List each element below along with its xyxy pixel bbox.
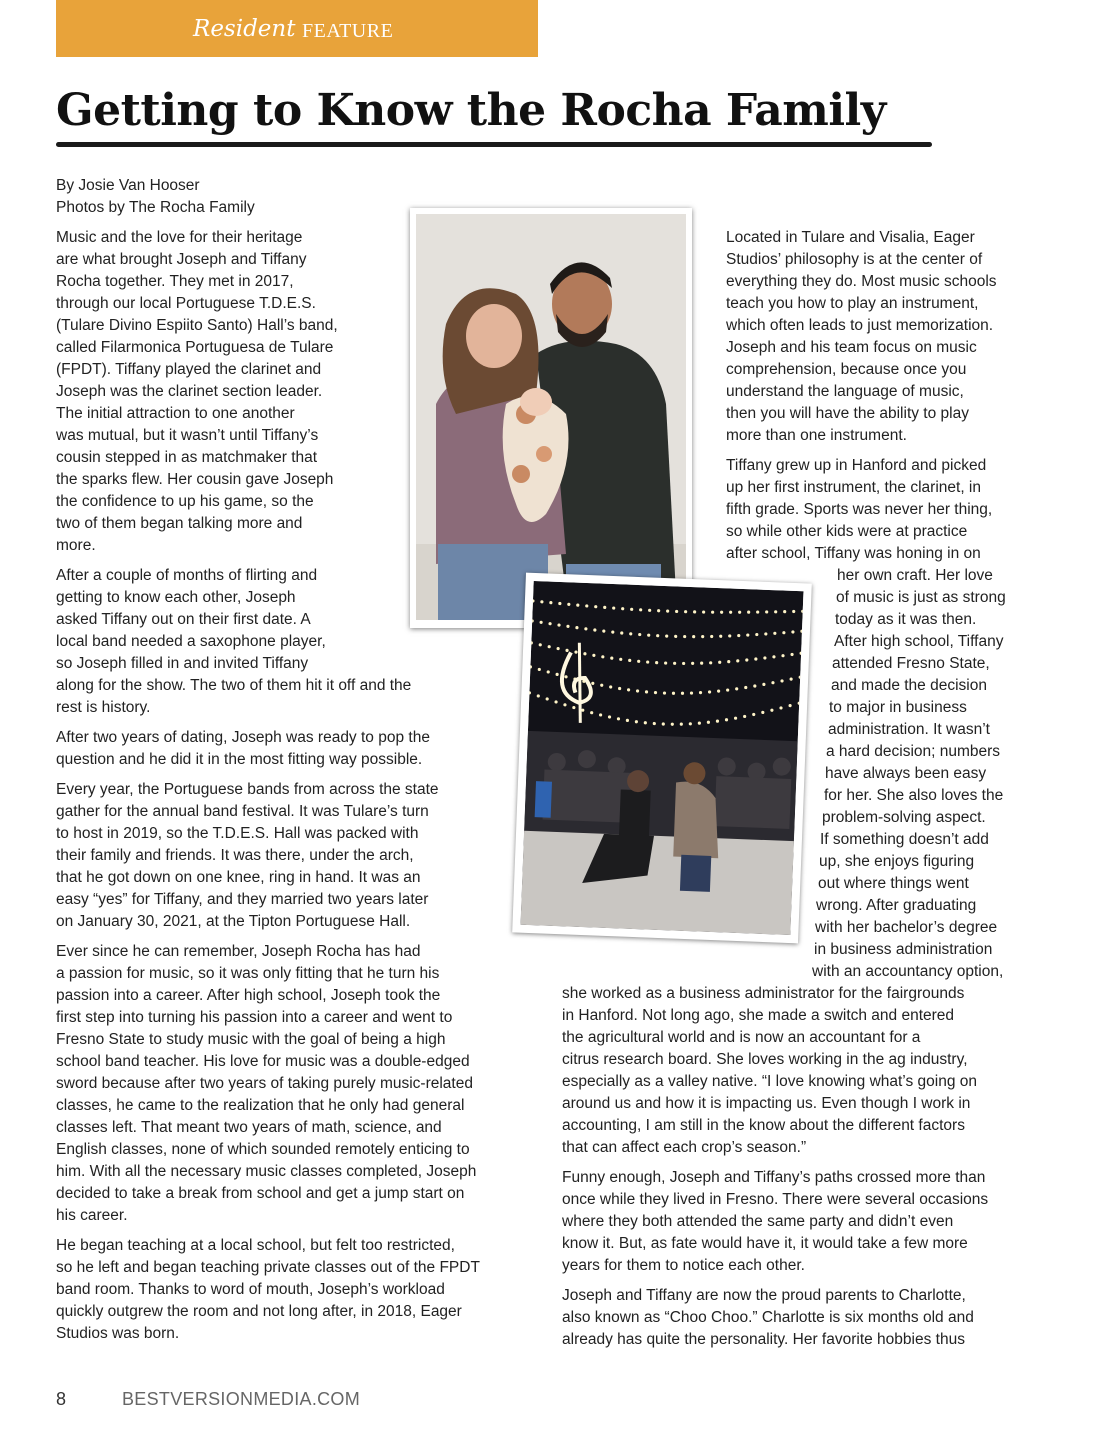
- banner-label: FEATURE: [302, 20, 394, 42]
- text-line: the sparks flew. Her cousin gave Joseph: [56, 471, 334, 488]
- text-line: the agricultural world and is now an accountant for a: [562, 1029, 921, 1046]
- byline-photos: Photos by The Rocha Family: [56, 199, 255, 216]
- text-line: rest is history.: [56, 699, 151, 716]
- proposal-image: [520, 581, 803, 935]
- text-line: more.: [56, 537, 96, 554]
- text-line: first step into turning his passion into a career and went to: [56, 1009, 453, 1026]
- text-line: fifth grade. Sports was never her thing,: [726, 501, 993, 518]
- text-line: band room. Thanks to word of mouth, Joseph’s workload: [56, 1281, 445, 1298]
- text-line: He began teaching at a local school, but felt too restricted,: [56, 1237, 455, 1254]
- text-line: through our local Portuguese T.D.E.S.: [56, 295, 316, 312]
- text-line: she worked as a business administrator for the fairgrounds: [562, 985, 965, 1002]
- text-line: school band teacher. His love for music was a double-edged: [56, 1053, 470, 1070]
- text-line: question and he did it in the most fitting way possible.: [56, 751, 423, 768]
- text-line: Every year, the Portuguese bands from across the state: [56, 781, 439, 798]
- text-line: citrus research board. She loves working in the ag industry,: [562, 1051, 968, 1068]
- text-line: along for the show. The two of them hit it off and the: [56, 677, 412, 694]
- text-line: so Joseph filled in and invited Tiffany: [56, 655, 309, 672]
- proposal-photo: [512, 573, 812, 944]
- text-line: his career.: [56, 1207, 128, 1224]
- text-line: also known as “Choo Choo.” Charlotte is six months old and: [562, 1309, 974, 1326]
- text-line: and made the decision: [831, 677, 987, 694]
- text-line: everything they do. Most music schools: [726, 273, 997, 290]
- text-line: around us and how it is impacting us. Even though I work in: [562, 1095, 971, 1112]
- text-line: her own craft. Her love: [837, 567, 993, 584]
- text-line: him. With all the necessary music classes completed, Joseph: [56, 1163, 477, 1180]
- text-line: Studios’ philosophy is at the center of: [726, 251, 983, 268]
- text-line: after school, Tiffany was honing in on: [726, 545, 981, 562]
- text-line: (Tulare Divino Espiito Santo) Hall’s band,: [56, 317, 338, 334]
- text-line: English classes, none of which sounded remotely enticing to: [56, 1141, 470, 1158]
- text-line: Rocha together. They met in 2017,: [56, 273, 294, 290]
- text-line: local band needed a saxophone player,: [56, 633, 326, 650]
- text-line: especially as a valley native. “I love knowing what’s going on: [562, 1073, 978, 1090]
- byline: [56, 175, 255, 219]
- text-line: If something doesn’t add: [820, 831, 989, 848]
- text-line: so he left and began teaching private classes out of the FPDT: [56, 1259, 480, 1276]
- paragraph: [56, 779, 542, 933]
- text-line: was mutual, but it wasn’t until Tiffany’s: [56, 427, 319, 444]
- text-line: Tiffany grew up in Hanford and picked: [726, 457, 987, 474]
- text-line: with an accountancy option,: [812, 963, 1004, 980]
- text-line: Music and the love for their heritage: [56, 229, 303, 246]
- text-line: Joseph and Tiffany are now the proud parents to Charlotte,: [562, 1287, 966, 1304]
- family-portrait-photo: [410, 208, 692, 628]
- text-line: asked Tiffany out on their first date. A: [56, 611, 311, 628]
- text-line: of music is just as strong: [836, 589, 1006, 606]
- text-line: today as it was then.: [835, 611, 977, 628]
- text-line: are what brought Joseph and Tiffany: [56, 251, 307, 268]
- text-line: already has quite the personality. Her favorite hobbies thus: [562, 1331, 965, 1348]
- text-line: wrong. After graduating: [816, 897, 977, 914]
- text-line: teach you how to play an instrument,: [726, 295, 979, 312]
- text-line: After high school, Tiffany: [834, 633, 1004, 650]
- text-line: getting to know each other, Joseph: [56, 589, 296, 606]
- text-line: up, she enjoys figuring: [819, 853, 975, 870]
- text-line: up her first instrument, the clarinet, in: [726, 479, 982, 496]
- text-line: for her. She also loves the: [824, 787, 1004, 804]
- text-line: to host in 2019, so the T.D.E.S. Hall was packed with: [56, 825, 419, 842]
- text-line: a hard decision; numbers: [826, 743, 1001, 760]
- text-line: attended Fresno State,: [832, 655, 990, 672]
- text-line: that can affect each crop’s season.”: [562, 1139, 807, 1156]
- text-line: more than one instrument.: [726, 427, 907, 444]
- text-line: that he got down on one knee, ring in hand. It was an: [56, 869, 421, 886]
- text-line: Ever since he can remember, Joseph Rocha has had: [56, 943, 421, 960]
- text-line: have always been easy: [825, 765, 987, 782]
- text-line: easy “yes” for Tiffany, and they married two years later: [56, 891, 429, 908]
- article-title: Getting to Know the Rocha Family: [56, 85, 886, 136]
- text-line: Studios was born.: [56, 1325, 180, 1342]
- text-line: comprehension, because once you: [726, 361, 967, 378]
- text-line: a passion for music, so it was only fitting that he turn his: [56, 965, 440, 982]
- text-line: two of them began talking more and: [56, 515, 303, 532]
- text-line: cousin stepped in as matchmaker that: [56, 449, 318, 466]
- text-line: problem-solving aspect.: [822, 809, 986, 826]
- text-line: once while they lived in Fresno. There were several occasions: [562, 1191, 989, 1208]
- text-line: Joseph was the clarinet section leader.: [56, 383, 323, 400]
- page-number: 8: [56, 1389, 67, 1409]
- section-banner: [56, 0, 538, 57]
- family-portrait-image: [416, 214, 686, 620]
- paragraph: [56, 727, 542, 771]
- text-line: the confidence to up his game, so the: [56, 493, 314, 510]
- text-line: (FPDT). Tiffany played the clarinet and: [56, 361, 322, 378]
- text-line: in Hanford. Not long ago, she made a switch and entered: [562, 1007, 955, 1024]
- text-line: called Filarmonica Portuguesa de Tulare: [56, 339, 334, 356]
- text-line: administration. It wasn’t: [828, 721, 990, 738]
- text-line: then you will have the ability to play: [726, 405, 969, 422]
- text-line: where they both attended the same party and didn’t even: [562, 1213, 954, 1230]
- text-line: classes left. That meant two years of math, science, and: [56, 1119, 442, 1136]
- text-line: which often leads to just memorization.: [726, 317, 994, 334]
- text-line: so while other kids were at practice: [726, 523, 968, 540]
- text-line: gather for the annual band festival. It was Tulare’s turn: [56, 803, 429, 820]
- text-line: sword because after two years of taking purely music-related: [56, 1075, 473, 1092]
- text-line: decided to take a break from school and get a jump start on: [56, 1185, 465, 1202]
- text-line: with her bachelor’s degree: [815, 919, 998, 936]
- text-line: classes, he came to the realization that he only had general: [56, 1097, 465, 1114]
- banner-script-word: Resident: [193, 16, 296, 42]
- text-line: years for them to notice each other.: [562, 1257, 805, 1274]
- text-line: on January 30, 2021, at the Tipton Portuguese Hall.: [56, 913, 411, 930]
- text-line: passion into a career. After high school, Joseph took the: [56, 987, 441, 1004]
- text-line: Fresno State to study music with the goal of being a high: [56, 1031, 446, 1048]
- text-line: Located in Tulare and Visalia, Eager: [726, 229, 975, 246]
- text-line: After a couple of months of flirting and: [56, 567, 318, 584]
- text-line: Funny enough, Joseph and Tiffany’s paths crossed more than: [562, 1169, 986, 1186]
- text-line: their family and friends. It was there, under the arch,: [56, 847, 414, 864]
- paragraph: [562, 1167, 1048, 1277]
- text-line: understand the language of music,: [726, 383, 964, 400]
- text-line: know it. But, as fate would have it, it would take a few more: [562, 1235, 968, 1252]
- text-line: Joseph and his team focus on music: [726, 339, 977, 356]
- footer-site: BESTVERSIONMEDIA.COM: [122, 1389, 361, 1409]
- paragraph: [562, 1285, 1048, 1351]
- text-line: in business administration: [814, 941, 993, 958]
- text-line: accounting, I am still in the know about the different factors: [562, 1117, 965, 1134]
- text-line: quickly outgrew the room and not long after, in 2018, Eager: [56, 1303, 462, 1320]
- text-line: to major in business: [829, 699, 967, 716]
- byline-author: By Josie Van Hooser: [56, 177, 200, 194]
- title-rule: [56, 142, 932, 147]
- text-line: After two years of dating, Joseph was ready to pop the: [56, 729, 430, 746]
- text-line: The initial attraction to one another: [56, 405, 295, 422]
- paragraph: [56, 941, 542, 1227]
- text-line: out where things went: [818, 875, 969, 892]
- paragraph: [56, 1235, 542, 1345]
